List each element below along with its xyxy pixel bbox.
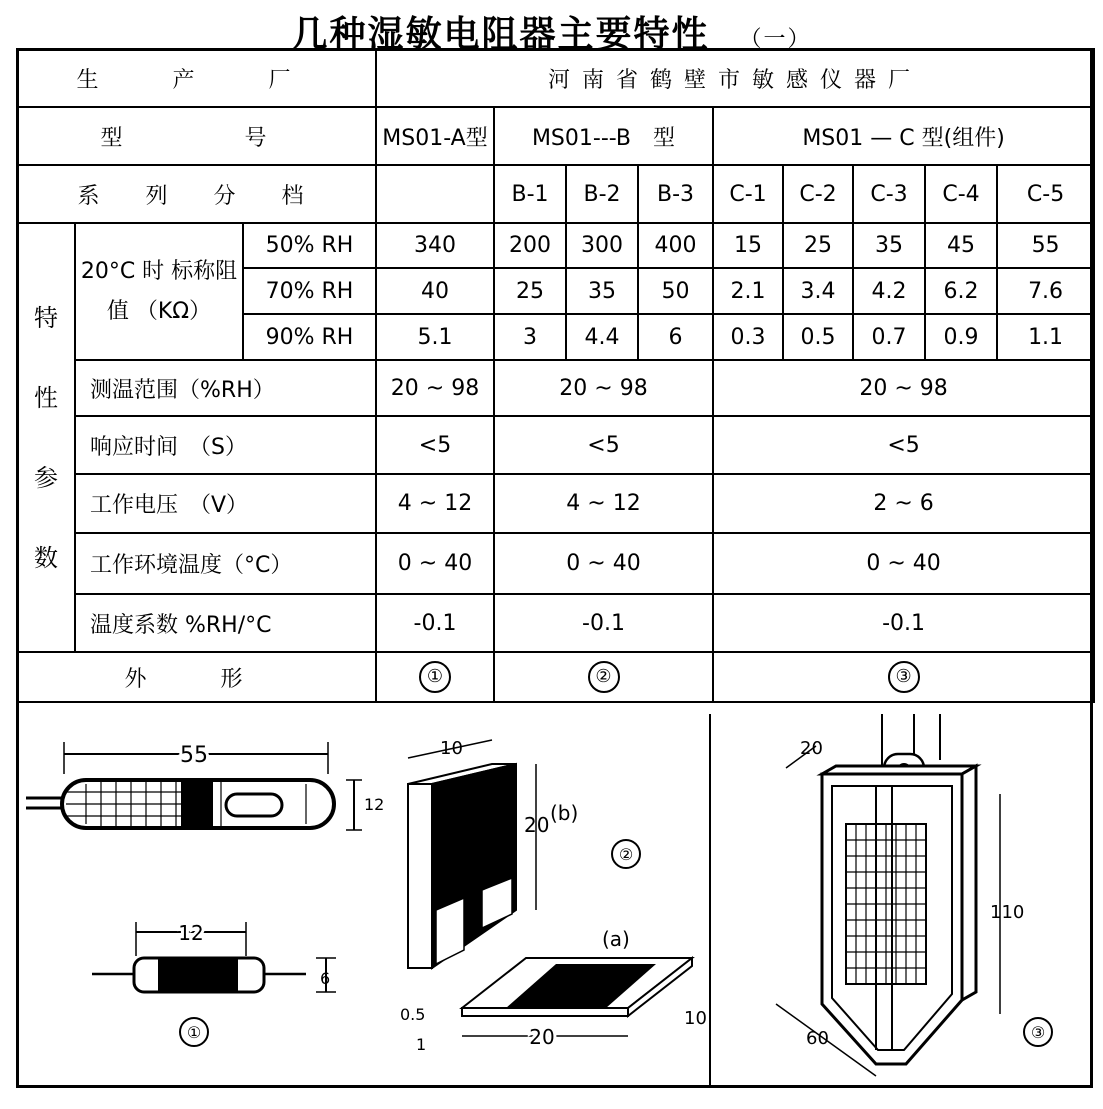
- label-range: 测温范围（%RH）: [75, 360, 376, 416]
- voltage-a: 4 ~ 12: [376, 474, 494, 533]
- res-cell: 3.4: [783, 268, 853, 314]
- char-2: 性: [34, 383, 58, 412]
- range-c: 20 ~ 98: [713, 360, 1094, 416]
- res-cell: 15: [713, 223, 783, 268]
- rh-level: 70% RH: [243, 268, 376, 314]
- res-cell: 0.7: [853, 314, 925, 360]
- fig2-label-a: (a): [602, 927, 630, 951]
- figure-3: [776, 714, 1052, 1076]
- series-cell: C-4: [925, 165, 997, 223]
- res-cell: 300: [566, 223, 638, 268]
- res-cell: 0.3: [713, 314, 783, 360]
- model-c: MS01 — C 型(组件): [713, 107, 1094, 165]
- res-cell: 2.1: [713, 268, 783, 314]
- label-manufacturer: 生 产 厂: [17, 49, 376, 107]
- res-cell: 4.4: [566, 314, 638, 360]
- res-cell: 400: [638, 223, 713, 268]
- fig1-mark: ①: [186, 1023, 202, 1042]
- voltage-c: 2 ~ 6: [713, 474, 1094, 533]
- fig3-depth: 20: [800, 738, 823, 759]
- fig2-thickness: 0.5: [400, 1005, 426, 1024]
- fig2-base: 1: [416, 1035, 427, 1054]
- res-cell: 0.9: [925, 314, 997, 360]
- series-cell: B-3: [638, 165, 713, 223]
- label-series: 系 列 分 档: [17, 165, 376, 223]
- fig3-mark: ③: [1030, 1023, 1046, 1042]
- fig1-dia: 12: [364, 795, 385, 814]
- res-cell: 45: [925, 223, 997, 268]
- fig3-height: 110: [990, 902, 1025, 923]
- fig2-base-width: 10: [684, 1008, 707, 1029]
- voltage-b: 4 ~ 12: [494, 474, 713, 533]
- res-cell: 5.1: [376, 314, 494, 360]
- fig2-base-length: 20: [529, 1025, 555, 1049]
- range-b: 20 ~ 98: [494, 360, 713, 416]
- fig2-width: 10: [440, 738, 463, 759]
- res-cell: 6: [638, 314, 713, 360]
- res-cell: 6.2: [925, 268, 997, 314]
- series-cell: C-2: [783, 165, 853, 223]
- model-b: MS01---B 型: [494, 107, 713, 165]
- figure-1: [26, 742, 384, 1046]
- env-temp-b: 0 ~ 40: [494, 533, 713, 594]
- res-cell: 340: [376, 223, 494, 268]
- res-cell: 0.5: [783, 314, 853, 360]
- res-cell: 3: [494, 314, 566, 360]
- temp-coef-a: -0.1: [376, 594, 494, 652]
- res-cell: 200: [494, 223, 566, 268]
- res-cell: 40: [376, 268, 494, 314]
- fig2-height: 20: [524, 813, 550, 837]
- temp-coef-c: -0.1: [713, 594, 1094, 652]
- res-cell: 25: [494, 268, 566, 314]
- series-cell: B-2: [566, 165, 638, 223]
- rh-level: 50% RH: [243, 223, 376, 268]
- env-temp-c: 0 ~ 40: [713, 533, 1094, 594]
- fig1-length: 55: [180, 743, 208, 768]
- fig3-width: 60: [806, 1028, 829, 1049]
- response-b: <5: [494, 416, 713, 474]
- res-cell: 7.6: [997, 268, 1094, 314]
- series-cell: B-1: [494, 165, 566, 223]
- series-cell: C-3: [853, 165, 925, 223]
- response-c: <5: [713, 416, 1094, 474]
- res-cell: 35: [853, 223, 925, 268]
- series-cell: C-1: [713, 165, 783, 223]
- model-a: MS01-A型: [376, 107, 494, 165]
- fig1-small-length: 12: [178, 921, 204, 945]
- res-cell: 50: [638, 268, 713, 314]
- mark-1: ①: [419, 661, 451, 693]
- char-3: 参: [34, 463, 58, 492]
- mark-3: ③: [888, 661, 920, 693]
- label-voltage: 工作电压 （V）: [75, 474, 376, 533]
- temp-coef-b: -0.1: [494, 594, 713, 652]
- range-a: 20 ~ 98: [376, 360, 494, 416]
- label-response: 响应时间 （S）: [75, 416, 376, 474]
- series-cell: C-5: [997, 165, 1094, 223]
- figures-panel: [16, 714, 1093, 1088]
- res-cell: 25: [783, 223, 853, 268]
- res-cell: 4.2: [853, 268, 925, 314]
- label-resistance: 20°C 时 标称阻值 （KΩ）: [75, 223, 243, 360]
- res-cell: 1.1: [997, 314, 1094, 360]
- res-cell: 55: [997, 223, 1094, 268]
- mark-2: ②: [588, 661, 620, 693]
- figure-2: [400, 738, 707, 1054]
- env-temp-a: 0 ~ 40: [376, 533, 494, 594]
- fig2-mark: ②: [618, 845, 634, 864]
- response-a: <5: [376, 416, 494, 474]
- fig1-small-dia: 6: [320, 969, 331, 988]
- label-temp-coef: 温度系数 %RH/°C: [75, 594, 376, 652]
- label-appearance: 外 形: [17, 652, 376, 702]
- title-text: 几种湿敏电阻器主要特性: [291, 14, 710, 55]
- fig2-label-b: (b): [550, 801, 579, 825]
- manufacturer-value: 河南省鹤壁市敏感仪器厂: [376, 49, 1094, 107]
- char-4: 数: [34, 543, 58, 572]
- title-suffix: （一）: [739, 27, 812, 52]
- label-model: 型 号: [17, 107, 376, 165]
- res-cell: 35: [566, 268, 638, 314]
- rh-level: 90% RH: [243, 314, 376, 360]
- char-1: 特: [34, 303, 58, 332]
- label-env-temp: 工作环境温度（°C）: [75, 533, 376, 594]
